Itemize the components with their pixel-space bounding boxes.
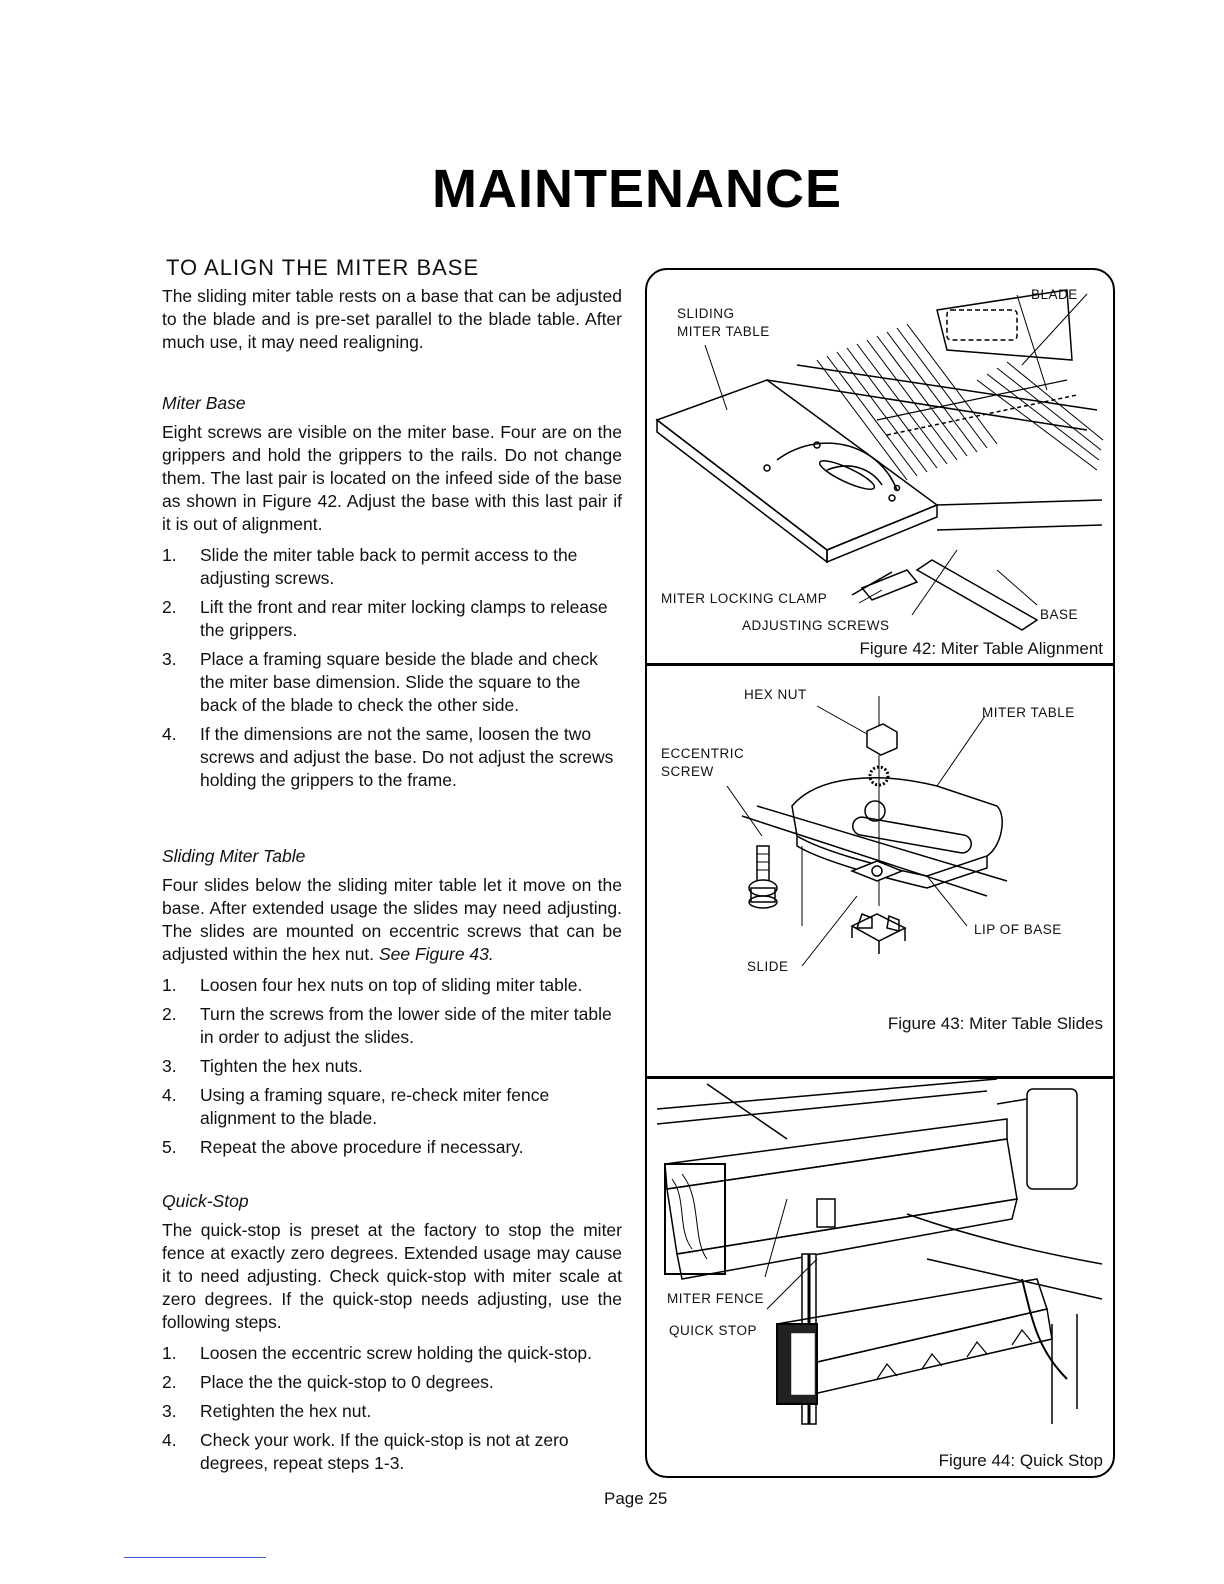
label-screw: SCREW [661,764,714,779]
list-item: 1. Loosen four hex nuts on top of sliding miter table. [162,975,583,995]
label-miter-table: MITER TABLE [677,324,770,339]
figure-43-caption: Figure 43: Miter Table Slides [887,1014,1103,1033]
sliding-table-section [162,845,622,1165]
figure-reference: See Figure 43. [378,944,494,964]
footer-line [124,1557,266,1558]
quick-stop-drawing [647,1079,1113,1476]
miter-base-heading: Miter Base [162,393,246,413]
quick-stop-heading: Quick-Stop [162,1191,249,1211]
list-item: 2. Turn the screws from the lower side of the miter table in order to adjust the slides. [162,1004,612,1047]
figures-panel [645,268,1115,1478]
label-miter-table: MITER TABLE [982,705,1075,720]
sliding-table-steps [162,974,622,1159]
quick-stop-section [162,1190,622,1481]
label-adjusting-screws: ADJUSTING SCREWS [742,618,890,633]
list-item: 2. Lift the front and rear miter locking clamps to release the grippers. [162,597,608,640]
miter-base-steps [162,544,622,792]
label-miter-fence: MITER FENCE [667,1291,765,1306]
label-blade: BLADE [1031,287,1078,302]
miter-base-paragraph: Eight screws are visible on the miter base. Four are on the grippers and hold the grippers to the rails. Do not change them. The last pair is located on the infeed side of the base as shown in Figure 42. Adjust the base with this last pair if it is out of alignment. [162,422,622,534]
sliding-table-paragraph: Four slides below the sliding miter table let it move on the base. After extended usage the slides may need adjusting. The slides are mounted on eccentric screws that can be adjusted within the hex nut. See Figure 43. [162,875,622,964]
label-hex-nut: HEX NUT [744,687,807,702]
label-eccentric: ECCENTRIC [661,746,745,761]
list-item: 4. Check your work. If the quick-stop is not at zero degrees, repeat steps 1-3. [162,1430,569,1473]
figure-44 [647,1079,1113,1476]
list-item: 3. Place a framing square beside the blade and check the miter base dimension. Slide the square to the back of the blade to check the other side. [162,649,598,715]
list-item: 3. Retighten the hex nut. [162,1401,372,1421]
label-base: BASE [1040,607,1079,622]
label-quick-stop: QUICK STOP [669,1323,758,1338]
section-heading: TO ALIGN THE MITER BASE [166,255,480,280]
page-number: Page 25 [604,1489,668,1508]
list-item: 1. Slide the miter table back to permit access to the adjusting screws. [162,545,578,588]
label-sliding: SLIDING [677,306,735,321]
label-miter-locking-clamp: MITER LOCKING CLAMP [661,591,828,606]
align-section [162,256,622,362]
list-item: 3. Tighten the hex nuts. [162,1056,363,1076]
list-item: 2. Place the the quick-stop to 0 degrees. [162,1372,494,1392]
list-item: 4. If the dimensions are not the same, loosen the two screws and adjust the base. Do not adjust the screws holding the grippers to the frame. [162,724,614,790]
figure-42-caption: Figure 42: Miter Table Alignment [859,639,1103,658]
list-item: 4. Using a framing square, re-check miter fence alignment to the blade. [162,1085,550,1128]
miter-base-section [162,392,622,798]
sliding-table-heading: Sliding Miter Table [162,846,306,866]
label-lip-of-base: LIP OF BASE [974,922,1062,937]
quick-stop-steps [162,1342,622,1475]
label-slide: SLIDE [747,959,789,974]
page-title: MAINTENANCE [432,159,842,219]
quick-stop-paragraph: The quick-stop is preset at the factory to stop the miter fence at exactly zero degrees. Extended usage may cause it to need adjusting. Check quick-stop with miter scale at zero degrees. If the quick-stop needs adjusting, use the following steps. [162,1220,622,1332]
intro-paragraph: The sliding miter table rests on a base that can be adjusted to the blade and is pre-set parallel to the blade table. After much use, it may need realigning. [162,286,622,352]
figure-42 [647,270,1113,664]
figure-44-caption: Figure 44: Quick Stop [938,1451,1103,1470]
list-item: 5. Repeat the above procedure if necessary. [162,1137,524,1157]
list-item: 1. Loosen the eccentric screw holding the quick-stop. [162,1343,593,1363]
figure-43 [647,666,1113,1076]
